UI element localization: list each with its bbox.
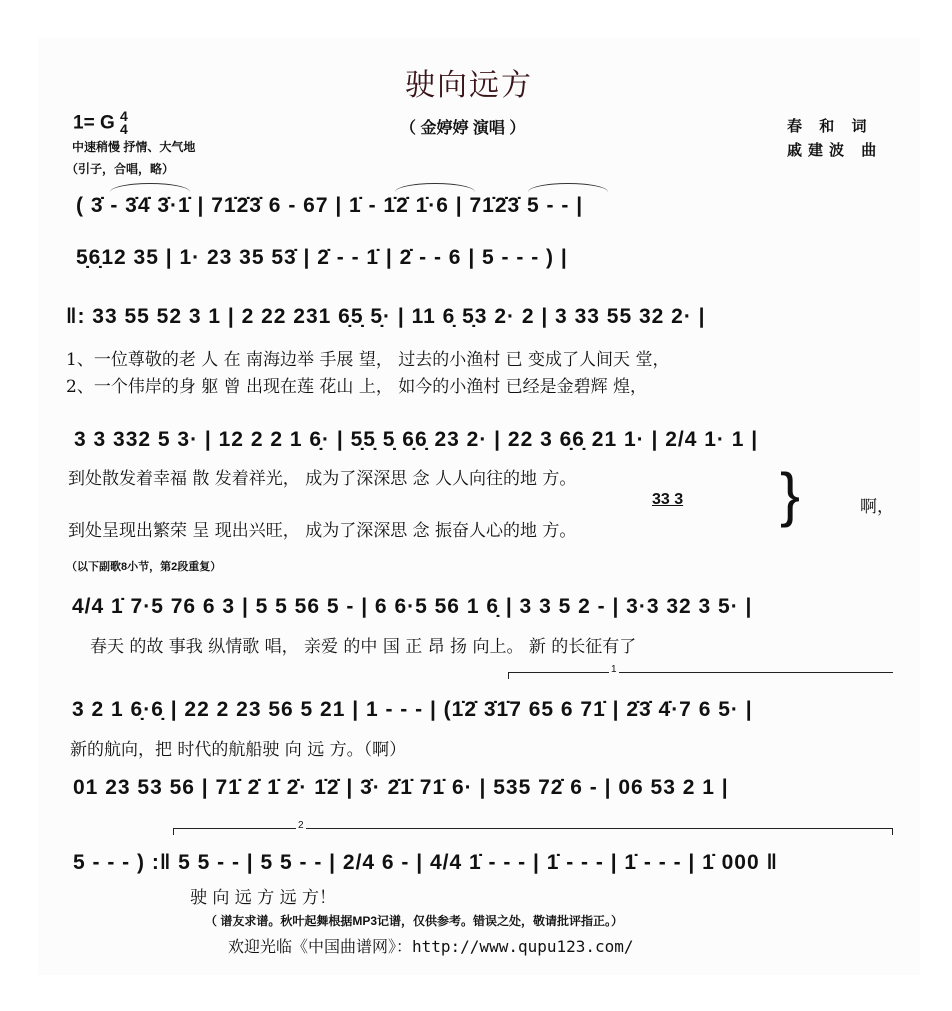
- score-line-3: ‖: 33 55 52 3 1 | 2 22 231 6̣5̣ 5̣· | 11 6̣ 5̣3 2· 2 | 3 33 55 32 2· |: [66, 305, 706, 328]
- score-line-1: ( 3̇ - 3̇4̇ 3̇·1̇ | 71̇2̇3̇ 6 - 67 | 1̇ - 1̇2̇ 1̇·6 | 71̇2̇3̇ 5 - - |: [76, 194, 584, 217]
- chorus-note: （以下副歌8小节，第2段重复）: [66, 561, 222, 573]
- score-line-6: 3 2 1 6̣·6̣ | 22 2 23 56 5 21 | 1 - - - | (1̇2̇ 3̇1̇7 65 6 71̇ | 2̇3̇ 4̇·7 6 5· |: [72, 698, 753, 721]
- time-signature: 4 4: [120, 108, 128, 138]
- site-link[interactable]: 欢迎光临《中国曲谱网》：http://www.qupu123.com/: [228, 937, 634, 956]
- chorus-lyric-2: 新的航向，把 时代的航船驶 向 远 方。（啊）: [70, 740, 407, 760]
- lyricist-credit: 春 和 词: [787, 117, 873, 135]
- lyric-verse-1-cont: 到处散发着幸福 散 发着祥光， 成为了深深思 念 人人向往的地 方。: [68, 469, 577, 489]
- verse-brace: }: [780, 461, 801, 528]
- key-signature: [73, 110, 128, 137]
- score-line-7: 01 23 53 56 | 71̇ 2̇ 1̇ 2̇· 1̇2̇ | 3̇· 2̇1̇ 71̇ 6· | 535 72̇ 6 - | 06 53 2 1 |: [73, 776, 729, 799]
- disclaimer-note: （ 谱友求谱。秋叶起舞根据MP3记谱，仅供参考。错误之处，敬请批评指正。）: [205, 914, 624, 928]
- intro-note: （引子，合唱，略）: [66, 162, 175, 176]
- chorus-lyric-1: 春天 的故 事我 纵情歌 唱， 亲爱 的中 国 正 昂 扬 向上。 新 的长征有了: [90, 637, 637, 657]
- performer-credit: （ 金婷婷 演唱 ）: [400, 120, 526, 137]
- composer-credit: 戚建波 曲: [787, 141, 883, 159]
- lyric-verse-2-cont: 到处呈现出繁荣 呈 现出兴旺， 成为了深深思 念 振奋人心的地 方。: [68, 521, 577, 541]
- score-line-4: 3 3 332 5 3· | 12 2 2 1 6̣· | 5̣5̣ 5̣ 6̣6̣ 23 2· | 22 3 6̣6̣ 21 1· | 2/4 1· 1 |: [74, 428, 759, 451]
- volta-bracket-1: 1: [508, 672, 893, 679]
- score-line-2: 5̣6̣12 35 | 1· 23 35 53̇ | 2̇ - - 1̇ | 2̇ - - 6 | 5 - - - ) |: [76, 246, 568, 269]
- song-title: 驶向远方: [405, 68, 533, 103]
- score-line-8: 5 - - - ) :‖ 5 5 - - | 5 5 - - | 2/4 6 - | 4/4 1̇ - - - | 1̇ - - - | 1̇ - - - | 1̇ 000 ‖: [73, 851, 778, 874]
- alt-notes: 33 3: [652, 491, 684, 508]
- side-lyric: 啊，: [860, 497, 894, 517]
- score-line-5: 4/4 1̇ 7·5 76 6 3 | 5 5 56 5 - | 6 6·5 56 1 6̣ | 3 3 5 2 - | 3·3 32 3 5· |: [72, 595, 753, 618]
- lyric-verse-2: 2、一个伟岸的身 躯 曾 出现在莲 花山 上， 如今的小渔村 已经是金碧辉 煌，: [66, 377, 648, 397]
- ending-lyric: 驶 向 远 方 远 方！: [190, 888, 337, 908]
- key-label: 1= G: [73, 112, 115, 134]
- tempo-marking: 中速稍慢 抒情、大气地: [72, 140, 196, 154]
- volta-bracket-2: 2: [173, 828, 893, 835]
- lyric-verse-1: 1、一位尊敬的老 人 在 南海边举 手展 望， 过去的小渔村 已 变成了人间天 堂，: [66, 350, 670, 370]
